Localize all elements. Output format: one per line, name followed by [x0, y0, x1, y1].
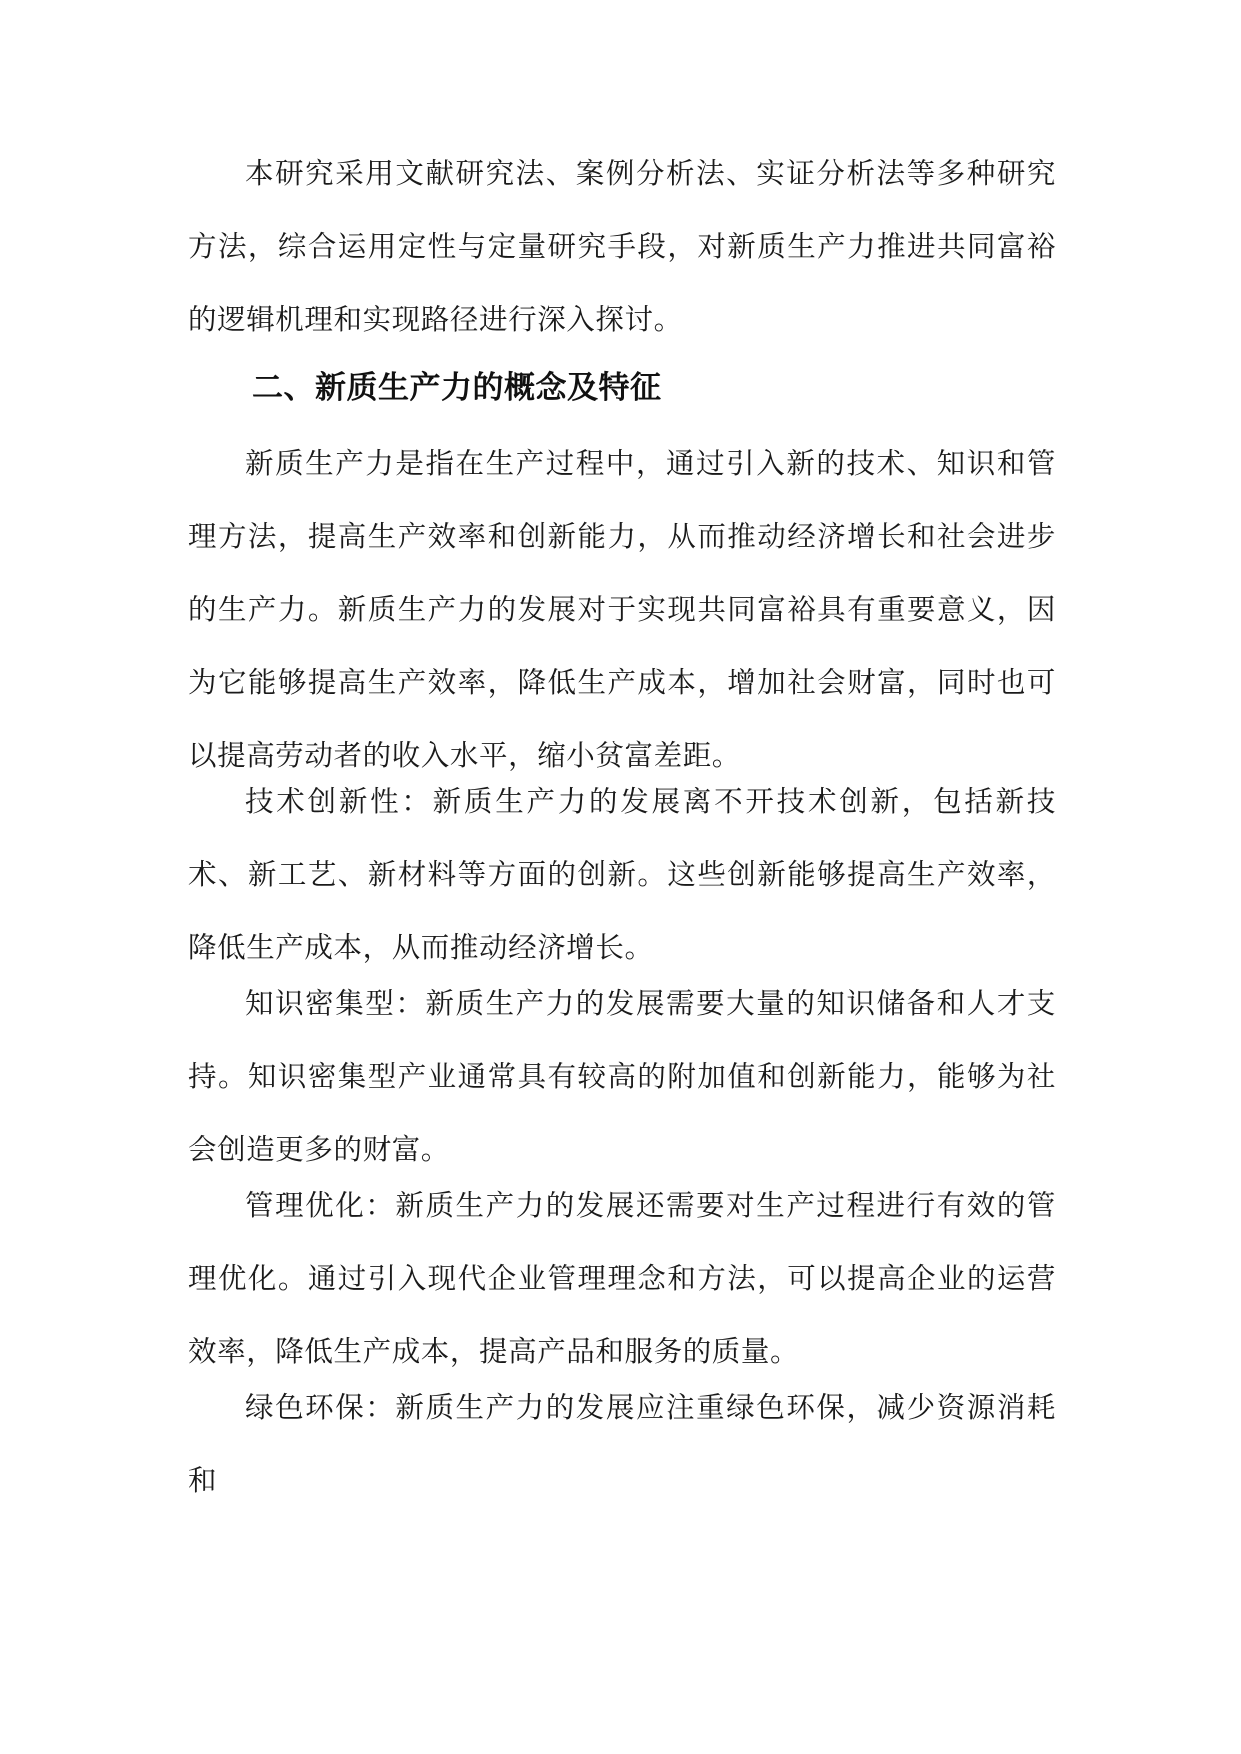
paragraph-definition: 新质生产力是指在生产过程中，通过引入新的技术、知识和管理方法，提高生产效率和创新能力，从而推动经济增长和社会进步的生产力。新质生产力的发展对于实现共同富裕具有重要意义，因为它能够提高生产效率，降低生产成本，增加社会财富，同时也可以提高劳动者的收入水平，缩小贫富差距。 [188, 447, 1056, 772]
paragraph-green-environment: 绿色环保：新质生产力的发展应注重绿色环保，减少资源消耗和 [188, 1391, 1056, 1497]
intro-paragraph: 本研究采用文献研究法、案例分析法、实证分析法等多种研究方法，综合运用定性与定量研究手段，对新质生产力推进共同富裕的逻辑机理和实现路径进行深入探讨。 [188, 157, 1056, 336]
paragraph-management-optimization: 管理优化：新质生产力的发展还需要对生产过程进行有效的管理优化。通过引入现代企业管理理念和方法，可以提高企业的运营效率，降低生产成本，提高产品和服务的质量。 [188, 1189, 1056, 1368]
paragraph-tech-innovation: 技术创新性：新质生产力的发展离不开技术创新，包括新技术、新工艺、新材料等方面的创新。这些创新能够提高生产效率，降低生产成本，从而推动经济增长。 [188, 785, 1056, 964]
section-heading: 二、新质生产力的概念及特征 [252, 370, 662, 406]
paragraph-knowledge-intensive: 知识密集型：新质生产力的发展需要大量的知识储备和人才支持。知识密集型产业通常具有较高的附加值和创新能力，能够为社会创造更多的财富。 [188, 987, 1056, 1166]
